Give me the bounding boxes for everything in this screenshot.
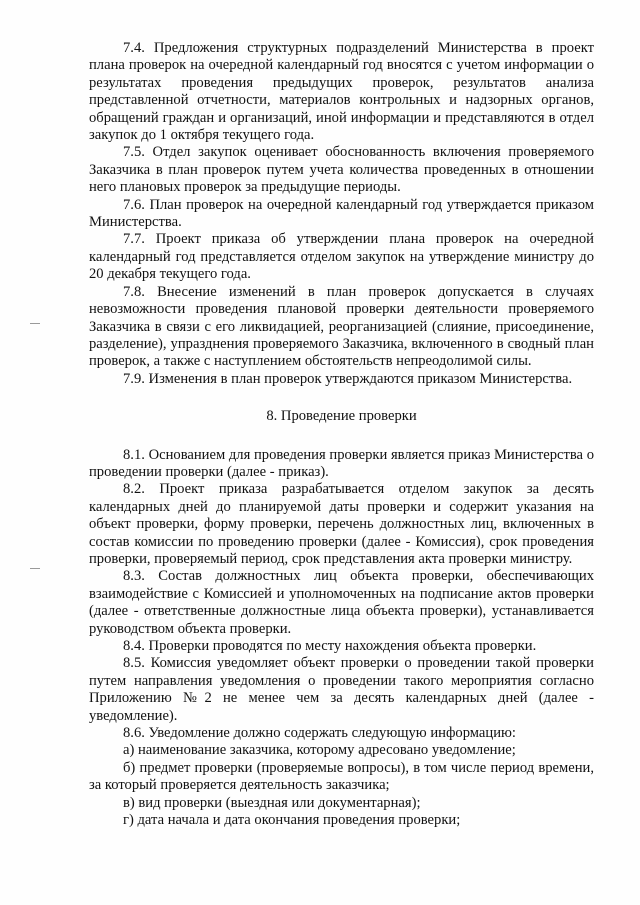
paragraph-7-8: 7.8. Внесение изменений в план проверок допускается в случаях невозможности проведения плановой проверки деятельности проверяемого Заказчика в связи с его ликвидацией, реорганизацией (слияние, присоединение, разделение), упразднения проверяемого Заказчика, включенного в сводный план проверок, а также с наступлением обстоятельств непреодолимой силы. xyxy=(89,283,594,370)
scan-artifact-mark xyxy=(30,323,40,324)
list-item-g: г) дата начала и дата окончания проведения проверки; xyxy=(123,812,461,829)
paragraph-8-3: 8.3. Состав должностных лиц объекта проверки, обеспечивающих взаимодействие с Комиссией и уполномоченных на подписание актов проверки (далее - ответственные должностные лица объекта проверки), устанавливается руководством объекта проверки. xyxy=(89,568,594,637)
scan-artifact-mark xyxy=(30,568,40,569)
paragraph-8-2: 8.2. Проект приказа разрабатывается отделом закупок за десять календарных дней до планируемой даты проверки и содержит указания на объект проверки, форму проверки, перечень должностных лиц, включенных в состав комиссии по проведению проверки (далее - Комиссия), срок проведения проверки, проверяемый период, срок представления акта проверки министру. xyxy=(89,481,594,567)
list-item-a: а) наименование заказчика, которому адресовано уведомление; xyxy=(123,742,516,759)
paragraph-8-4: 8.4. Проверки проводятся по месту нахождения объекта проверки. xyxy=(123,638,537,654)
paragraph-7-9: 7.9. Изменения в план проверок утверждаются приказом Министерства. xyxy=(123,370,573,387)
paragraph-8-6: 8.6. Уведомление должно содержать следующую информацию: xyxy=(123,725,516,742)
paragraph-7-4: 7.4. Предложения структурных подразделений Министерства в проект плана проверок на очередной календарный год вносятся с учетом информации о результатах проведения предыдущих проверок, результатов анализа представленной отчетности, материалов контрольных и надзорных органов, обращений граждан и организаций, иной информации и представляются в отдел закупок до 1 октября текущего года. xyxy=(89,40,594,144)
paragraph-7-7: 7.7. Проект приказа об утверждении плана проверок на очередной календарный год представляется отделом закупок на утверждение министру до 20 декабря текущего года. xyxy=(89,231,594,283)
paragraph-7-5: 7.5. Отдел закупок оценивает обоснованность включения проверяемого Заказчика в план проверок путем учета количества проведенных в отношении него плановых проверок за предыдущие периоды. xyxy=(89,144,594,196)
list-item-b: б) предмет проверки (проверяемые вопросы), в том числе период времени, за который проверяется деятельность заказчика; xyxy=(89,759,594,794)
paragraph-8-1: 8.1. Основанием для проведения проверки является приказ Министерства о проведении проверки (далее - приказ). xyxy=(89,446,594,480)
paragraph-7-6: 7.6. План проверок на очередной календарный год утверждается приказом Министерства. xyxy=(89,196,594,231)
section-heading: 8. Проведение проверки xyxy=(266,408,417,425)
paragraph-8-5: 8.5. Комиссия уведомляет объект проверки о проведении такой проверки путем направления уведомления о проведении такого мероприятия согласно Приложению №2 не менее чем за десять календарных дней (далее - уведомление). xyxy=(89,655,594,724)
list-item-v: в) вид проверки (выездная или документарная); xyxy=(123,794,421,811)
document-body xyxy=(89,40,594,829)
